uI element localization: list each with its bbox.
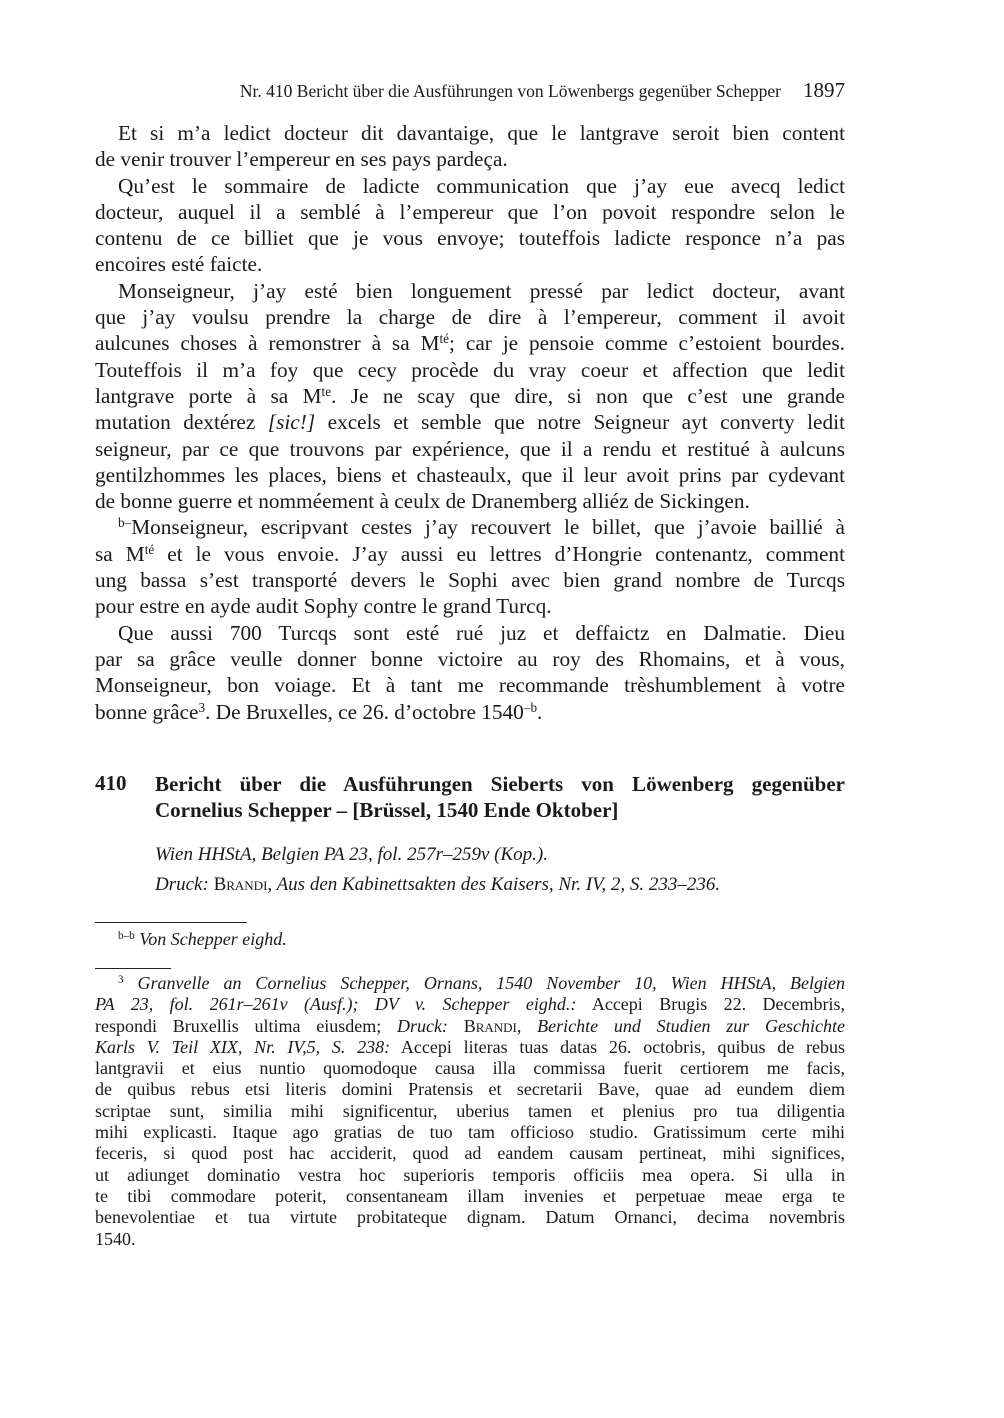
running-header — [95, 78, 845, 103]
text-run: Qu’est le sommaire de ladicte communication que j’ay eue avecq ledict — [118, 173, 845, 198]
text-note-text: Von Schepper eighd. — [139, 929, 287, 949]
footnote-line — [95, 1186, 845, 1207]
footnote-line — [95, 1058, 845, 1079]
text-line — [95, 146, 845, 172]
text-run: docteur, auquel il a semblé à l’empereur que l’on povoit respondre selon le — [95, 199, 845, 224]
text-run: 1540. — [95, 1228, 136, 1249]
text-run: sa M — [95, 541, 145, 566]
text-run: , — [516, 1015, 538, 1036]
text-line — [95, 462, 845, 488]
print-title: , Aus den Kabinettsakten des Kaisers, Nr. IV, 2, S. 233–236. — [267, 874, 721, 895]
text-run: encoires esté faicte. — [95, 252, 263, 277]
superscript: té — [144, 541, 155, 557]
footnote-divider — [95, 922, 247, 923]
document-title-line: Cornelius Schepper – [Brüssel, 1540 Ende Oktober] — [155, 798, 619, 822]
footnote-line — [95, 1143, 845, 1164]
text-line — [95, 251, 845, 277]
text-run: contenu de ce billiet que je vous envoye; touteffois ladicte responce n’a pas — [95, 226, 845, 251]
text-line — [95, 357, 845, 383]
text-run: benevolentiae et tua virtute probitateque dignam. Datum Ornanci, decima novembris — [95, 1207, 845, 1228]
text-run: ; car je pensoie comme c’estoient bourdes. — [449, 331, 845, 356]
text-run: pour estre en ayde audit Sophy contre le grand Turcq. — [95, 594, 552, 619]
running-title: Nr. 410 Bericht über die Ausführungen von Löwenbergs gegenüber Schepper — [239, 81, 781, 101]
footnote-3 — [95, 973, 845, 1250]
text-line — [95, 699, 845, 725]
document-title-line: Bericht über die Ausführungen Sieberts von Löwenberg gegenüber — [155, 772, 845, 796]
footnote-line — [95, 1165, 845, 1186]
text-run: par sa grâce veulle donner bonne victoire au roy des Rhomains, et à vous, — [95, 646, 845, 671]
superscript: b– — [118, 515, 132, 531]
text-line — [95, 199, 845, 225]
text-run: bonne grâce — [95, 699, 199, 724]
text-line — [95, 120, 845, 146]
text-line — [95, 225, 845, 251]
text-run: . De Bruxelles, ce 26. d’octobre 1540 — [205, 699, 524, 724]
text-run: Que aussi 700 Turcqs sont esté rué juz et deffaictz en Dalmatie. Dieu — [118, 620, 845, 645]
text-line — [95, 593, 845, 619]
superscript: 3 — [198, 699, 206, 715]
text-run — [124, 973, 138, 993]
text-line — [95, 383, 845, 409]
footnote-line — [95, 994, 845, 1015]
italic-run: Druck: — [396, 1015, 448, 1036]
text-run: te tibi commodare poterit, consentaneam illam invenies et perpetuae meae erga te — [95, 1185, 845, 1206]
text-line — [95, 488, 845, 514]
small-caps-run: Brandi — [463, 1015, 517, 1036]
footnote-line — [95, 1101, 845, 1122]
text-line — [95, 567, 845, 593]
archive-source: Wien HHStA, Belgien PA 23, fol. 257r–259v (Kop.). — [155, 844, 548, 865]
text-run: gentilzhommes les places, biens et chasteaulx, que il leur avoit prins par cydevant — [95, 462, 845, 487]
letter-body — [95, 120, 845, 725]
text-line — [95, 541, 845, 567]
text-run: de venir trouver l’empereur en ses pays pardeça. — [95, 147, 508, 172]
page-number: 1897 — [803, 78, 845, 102]
text-line — [95, 304, 845, 330]
text-note — [95, 929, 845, 950]
footnote-line — [95, 1122, 845, 1143]
text-run: ut adiunget dominatio vestra hoc superioris temporis officiis mea opera. Si ulla in — [95, 1164, 845, 1185]
superscript: –b — [523, 699, 538, 715]
text-run: . Je ne scay que dire, si non que c’est une grande — [331, 383, 845, 408]
text-run: Et si m’a ledict docteur dit davantaige, que le lantgrave seroit bien content — [118, 121, 845, 145]
text-run: et le vous envoie. J’ay aussi eu lettres d’Hongrie contenantz, comment — [154, 541, 845, 566]
superscript: te — [321, 383, 332, 399]
text-note-marker: b–b — [118, 929, 135, 942]
text-line — [95, 620, 845, 646]
text-run: de quibus rebus etsi literis domini Pratensis et secretarii Bave, quae ad eundem diem — [95, 1079, 845, 1100]
document-number: 410 — [95, 771, 127, 795]
text-run: Accepi Brugis 22. Decembris, — [576, 994, 846, 1015]
text-run: Monseigneur, escripvant cestes j’ay recouvert le billet, que j’avoie baillié à — [131, 515, 845, 540]
italic-run: Karls V. Teil XIX, Nr. IV,5, S. 238: — [95, 1036, 391, 1057]
text-line — [95, 672, 845, 698]
print-author: Brandi — [213, 874, 268, 895]
text-run — [448, 1016, 464, 1036]
italic-run: [sic!] — [267, 410, 316, 435]
document-heading — [95, 771, 845, 823]
text-line — [95, 646, 845, 672]
footnote-divider — [95, 968, 171, 969]
text-line — [95, 514, 845, 540]
print-reference — [155, 874, 720, 896]
text-run: ung bassa s’est transporté devers le Sophi avec bien grand nombre de Turcqs — [95, 568, 845, 593]
text-run: que j’ay voulsu prendre la charge de dire à l’empereur, comment il avoit — [95, 305, 845, 330]
text-run: feceris, si quod post hac acciderit, quod ad eandem causam pertineat, mihi significes, — [95, 1143, 845, 1164]
footnote-line — [95, 973, 845, 994]
italic-run: Berichte und Studien zur Geschichte — [537, 1015, 846, 1036]
text-run: Monseigneur, j’ay esté bien longuement pressé par ledict docteur, avant — [118, 278, 845, 303]
text-run: de bonne guerre et nomméement à ceulx de Dranemberg alliéz de Sickingen. — [95, 489, 750, 514]
footnote-line — [95, 1016, 845, 1037]
text-line — [95, 278, 845, 304]
footnote-line — [95, 1037, 845, 1058]
text-run: aulcunes choses à remonstrer à sa M — [95, 331, 440, 356]
text-line — [95, 436, 845, 462]
text-line — [95, 409, 845, 435]
text-run: mihi explicasti. Itaque ago gratias de tuo tam officioso studio. Gratissimum certe mihi — [95, 1122, 845, 1143]
italic-run: PA 23, fol. 261r–261v (Ausf.); DV v. Schepper eighd.: — [95, 994, 577, 1015]
superscript: 3 — [118, 973, 124, 986]
text-run: . — [537, 699, 543, 724]
text-line — [95, 173, 845, 199]
footnote-line — [95, 1079, 845, 1100]
text-run: excels et semble que notre Seigneur ayt converty ledit — [315, 410, 845, 435]
text-run: scriptae sunt, similia mihi significentur, uberius tamen et plenius pro tua diligentia — [95, 1100, 845, 1121]
text-run: Accepi literas tuas datas 26. octobris, quibus de rebus — [390, 1036, 845, 1057]
text-line — [95, 330, 845, 356]
superscript: té — [439, 331, 450, 347]
footnote-line — [95, 1229, 845, 1250]
text-run: seigneur, par ce que trouvons par expérience, que il a rendu et restitué à aulcuns — [95, 436, 845, 461]
italic-run: Granvelle an Cornelius Schepper, Ornans, 1540 November 10, Wien HHStA, Belgien — [137, 973, 846, 993]
text-run: Touteffois il m’a foy que cecy procède du vray coeur et affection que ledit — [95, 357, 845, 382]
print-label: Druck: — [155, 874, 209, 895]
text-run: lantgravii et eius nuntio quomodoque causa illa commissa fuerit certiorem me facis, — [95, 1058, 845, 1079]
text-run: respondi Bruxellis ultima eiusdem; — [95, 1015, 397, 1036]
text-run: lantgrave porte à sa M — [95, 383, 322, 408]
text-run: mutation dextérez — [95, 410, 268, 435]
text-run: Monseigneur, bon voiage. Et à tant me recommande trèshumblement à votre — [95, 673, 845, 698]
footnote-line — [95, 1207, 845, 1228]
